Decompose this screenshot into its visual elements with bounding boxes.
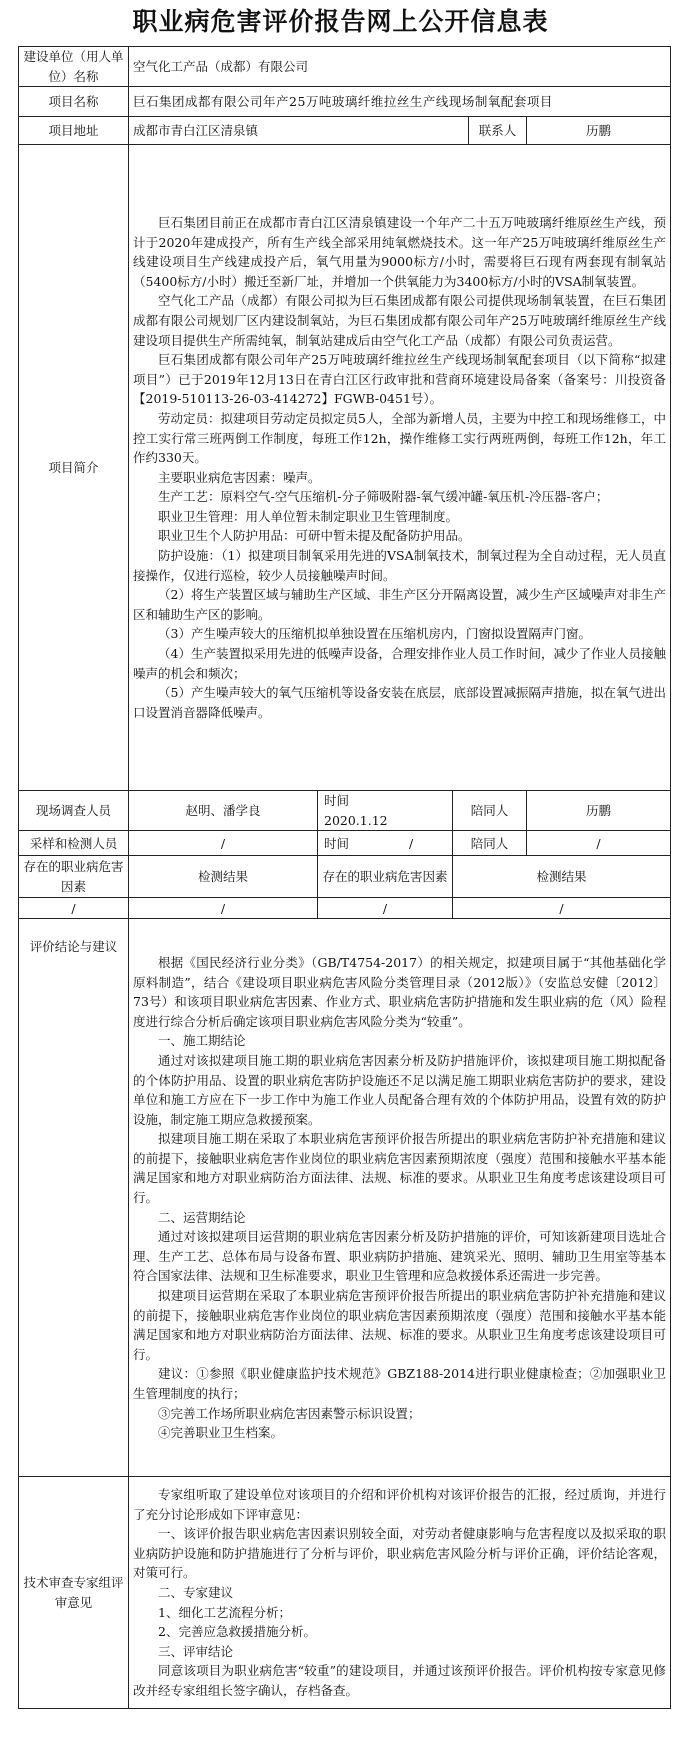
survey-label: 现场调查人员 — [19, 791, 129, 831]
conclusion-paragraph: ④完善职业卫生档案。 — [158, 1425, 284, 1441]
row-intro — [19, 145, 671, 791]
survey-people: 赵明、潘学良 — [129, 791, 318, 831]
survey-accompany-label: 陪同人 — [453, 791, 527, 831]
review-paragraph: 三、评审结论 — [158, 1643, 234, 1659]
intro-paragraph: 主要职业病危害因素：噪声。 — [158, 469, 321, 485]
review-content — [129, 1477, 671, 1709]
review-paragraph: 专家组听取了建设单位对该项目的介绍和评价机构对该评价报告的汇报，经过质询，并进行了充分讨论形成如下评审意见： — [133, 1487, 667, 1522]
row-survey — [19, 791, 671, 831]
result-label-1: 检测结果 — [129, 856, 318, 898]
intro-paragraph: （3）产生噪声较大的压缩机拟单独设置在压缩机房内，门窗拟设置隔声门窗。 — [158, 626, 591, 642]
hazard-label-1: 存在的职业病危害因素 — [19, 856, 129, 898]
review-paragraph: 同意该项目为职业病危害“较重”的建设项目，并通过该预评价报告。评价机构按专家意见修改并经专家组组长签字确认，存档备查。 — [133, 1663, 667, 1699]
hazard-value-1: / — [19, 898, 129, 919]
row-review — [19, 1477, 671, 1709]
survey-time-value: 2020.1.12 — [324, 812, 388, 828]
sampling-accompany-value: / — [527, 831, 671, 856]
row-unit — [19, 47, 671, 87]
conclusion-paragraph: 通过对该拟建项目运营期的职业病危害因素分析及防护措施的评价，可知该新建项目选址合理、生产工艺、总体布局与设备布置、职业病防护措施、建筑采光、照明、辅助卫生用室等基本符合国家法律、法规和卫生标准要求，职业卫生管理和应急救援体系还需进一步完善。 — [133, 1229, 667, 1284]
intro-paragraph: 防护设施：（1）拟建项目制氧采用先进的VSA制氧技术，制氧过程为全自动过程，无人员直接操作，仅进行巡检，较少人员接触噪声时间。 — [133, 548, 667, 583]
conclusion-paragraph: 通过对该拟建项目施工期的职业病危害因素分析及防护措施评价，该拟建项目施工期拟配备的个体防护用品、设置的职业病危害防护设施还不足以满足施工期职业病危害防护的要求，建设单位和施工方应在下一步工作中为施工作业人员配备合理有效的个体防护用品，设置有效的防护设施，制定施工期应急救援预案。 — [133, 1052, 667, 1127]
survey-time-label — [318, 791, 453, 831]
conclusion-paragraph: 二、运营期结论 — [158, 1209, 246, 1225]
conclusion-paragraph: 根据《国民经济行业分类》（GB/T4754-2017）的相关规定，拟建项目属于“其他基础化学原料制造”，结合《建设项目职业病危害风险分类管理目录（2012版）》（安监总安健〔2012〕73号）和该项目职业病危害因素、作业方式、职业病危害防护措施和发生职业病的危（风）险程度进行综合分析后确定该项目职业病危害风险分类为“较重”。 — [133, 954, 667, 1029]
unit-value: 空气化工产品（成都）有限公司 — [129, 47, 671, 87]
intro-paragraph: （2）将生产装置区域与辅助生产区域、非生产区分开隔离设置，减少生产区域噪声对非生产区和辅助生产区的影响。 — [133, 587, 667, 622]
intro-label: 项目简介 — [19, 145, 129, 791]
row-project-name — [19, 87, 671, 117]
sampling-time-label: 时间 — [324, 835, 350, 851]
intro-paragraph: 巨石集团成都有限公司年产25万吨玻璃纤维拉丝生产线现场制氧配套项目（以下简称“拟建项目”）已于2019年12月13日在青白江区行政审批和营商环境建设局备案（备案号：川投资备【2019-510113-26-03-414272】FGWB-0451号）。 — [133, 352, 667, 407]
row-hazard-values — [19, 898, 671, 919]
review-label: 技术审查专家组评审意见 — [19, 1477, 129, 1709]
review-paragraphs — [133, 1485, 666, 1701]
review-paragraph: 2、完善应急救援措施分析。 — [158, 1624, 316, 1640]
row-address — [19, 117, 671, 145]
sampling-people: / — [129, 831, 318, 856]
intro-paragraphs — [133, 213, 666, 722]
conclusion-label: 评价结论与建议 — [19, 919, 129, 1477]
sampling-time-cell — [318, 831, 453, 856]
result-value-1: / — [129, 898, 318, 919]
project-name-label: 项目名称 — [19, 87, 129, 117]
contact-value: 历鹏 — [527, 117, 671, 145]
intro-paragraph: （5）产生噪声较大的氧气压缩机等设备安装在底层，底部设置减振隔声措施，拟在氧气进出口设置消音器降低噪声。 — [133, 685, 667, 720]
intro-paragraph: 劳动定员：拟建项目劳动定员拟定员5人，全部为新增人员，主要为中控工和现场维修工，中控工实行常三班两倒工作制度，每班工作12h，操作维修工实行两班两倒，每班工作12h，年工作约330天。 — [133, 410, 667, 466]
contact-label: 联系人 — [469, 117, 527, 145]
address-label: 项目地址 — [19, 117, 129, 145]
conclusion-content — [129, 919, 671, 1477]
info-table — [18, 46, 671, 1709]
intro-paragraph: （4）生产装置拟采用先进的低噪声设备，合理安排作业人员工作时间，减少了作业人员接触噪声的机会和频次； — [133, 646, 667, 681]
intro-paragraph: 职业卫生个人防护用品：可研中暂未提及配备防护用品。 — [158, 528, 471, 544]
address-value: 成都市青白江区清泉镇 — [129, 117, 469, 145]
review-paragraph: 一、该评价报告职业病危害因素识别较全面，对劳动者健康影响与危害程度以及拟采取的职业病防护设施和防护措施进行了分析与评价，职业病危害风险分析与评价正确，评价结论客观，对策可行。 — [133, 1526, 667, 1581]
sampling-accompany-label: 陪同人 — [453, 831, 527, 856]
conclusion-paragraph: 一、施工期结论 — [158, 1033, 246, 1049]
intro-paragraph: 职业卫生管理：用人单位暂未制定职业卫生管理制度。 — [158, 508, 459, 524]
survey-time-label-text: 时间 — [324, 793, 350, 809]
conclusion-paragraph: 拟建项目施工期在采取了本职业病危害预评价报告所提出的职业病危害防护补充措施和建议的前提下，接触职业病危害作业岗位的职业病危害因素预期浓度（强度）范围和接触水平基本能满足国家和地方对职业病防治方面法律、法规、标准的要求。从职业卫生角度考虑该建设项目可行。 — [133, 1131, 667, 1206]
intro-paragraph: 巨石集团目前正在成都市青白江区清泉镇建设一个年产二十五万吨玻璃纤维原丝生产线，预计于2020年建成投产，所有生产线全部采用纯氧燃烧技术。这一年产25万吨玻璃纤维原丝生产线建设项目生产线建成投产后，氧气用量为9000标方/小时，需要将巨石现有两套现有制氧站（5400标方/小时）搬迁至新厂址，并增加一个供氧能力为3400标方/小时的VSA制氧装置。 — [133, 214, 667, 289]
row-sampling — [19, 831, 671, 856]
intro-paragraph: 生产工艺：原料空气-空气压缩机-分子筛吸附器-氧气缓冲罐-氧压机-冷压器-客户； — [158, 489, 609, 505]
survey-accompany-value: 历鹏 — [527, 791, 671, 831]
hazard-label-2: 存在的职业病危害因素 — [318, 856, 453, 898]
project-name-value: 巨石集团成都有限公司年产25万吨玻璃纤维拉丝生产线现场制氧配套项目 — [129, 87, 671, 117]
result-label-2: 检测结果 — [453, 856, 671, 898]
conclusion-paragraph: ③完善工作场所职业病危害因素警示标识设置； — [158, 1405, 421, 1421]
conclusion-paragraph: 拟建项目运营期在采取了本职业病危害预评价报告所提出的职业病危害防护补充措施和建议的前提下，接触职业病危害作业岗位的职业病危害因素预期浓度（强度）范围和接触水平基本能满足国家和地方对职业病防治方面法律、法规、标准的要求。从职业卫生角度考虑该建设项目可行。 — [133, 1288, 667, 1362]
hazard-value-2: / — [318, 898, 453, 919]
page-title: 职业病危害评价报告网上公开信息表 — [132, 7, 549, 36]
review-paragraph: 二、专家建议 — [158, 1585, 234, 1601]
sampling-label: 采样和检测人员 — [19, 831, 129, 856]
review-paragraph: 1、细化工艺流程分析； — [158, 1604, 291, 1620]
intro-content — [129, 145, 671, 791]
unit-label: 建设单位（用人单位）名称 — [19, 47, 129, 87]
row-hazard-header — [19, 856, 671, 898]
intro-paragraph: 空气化工产品（成都）有限公司拟为巨石集团成都有限公司提供现场制氧装置，在巨石集团成都有限公司规划厂区内建设制氧站，为巨石集团成都有限公司年产25万吨玻璃纤维原丝生产线建设项目提供生产所需纯氧，制氧站建成后由空气化工产品（成都）有限公司负责运营。 — [133, 293, 667, 348]
conclusion-paragraphs — [133, 953, 666, 1443]
result-value-2: / — [453, 898, 671, 919]
row-conclusion — [19, 919, 671, 1477]
sampling-time-value: / — [409, 835, 414, 851]
conclusion-paragraph: 建议：①参照《职业健康监护技术规范》GBZ188-2014进行职业健康检查；②加强职业卫生管理制度的执行； — [133, 1366, 667, 1402]
